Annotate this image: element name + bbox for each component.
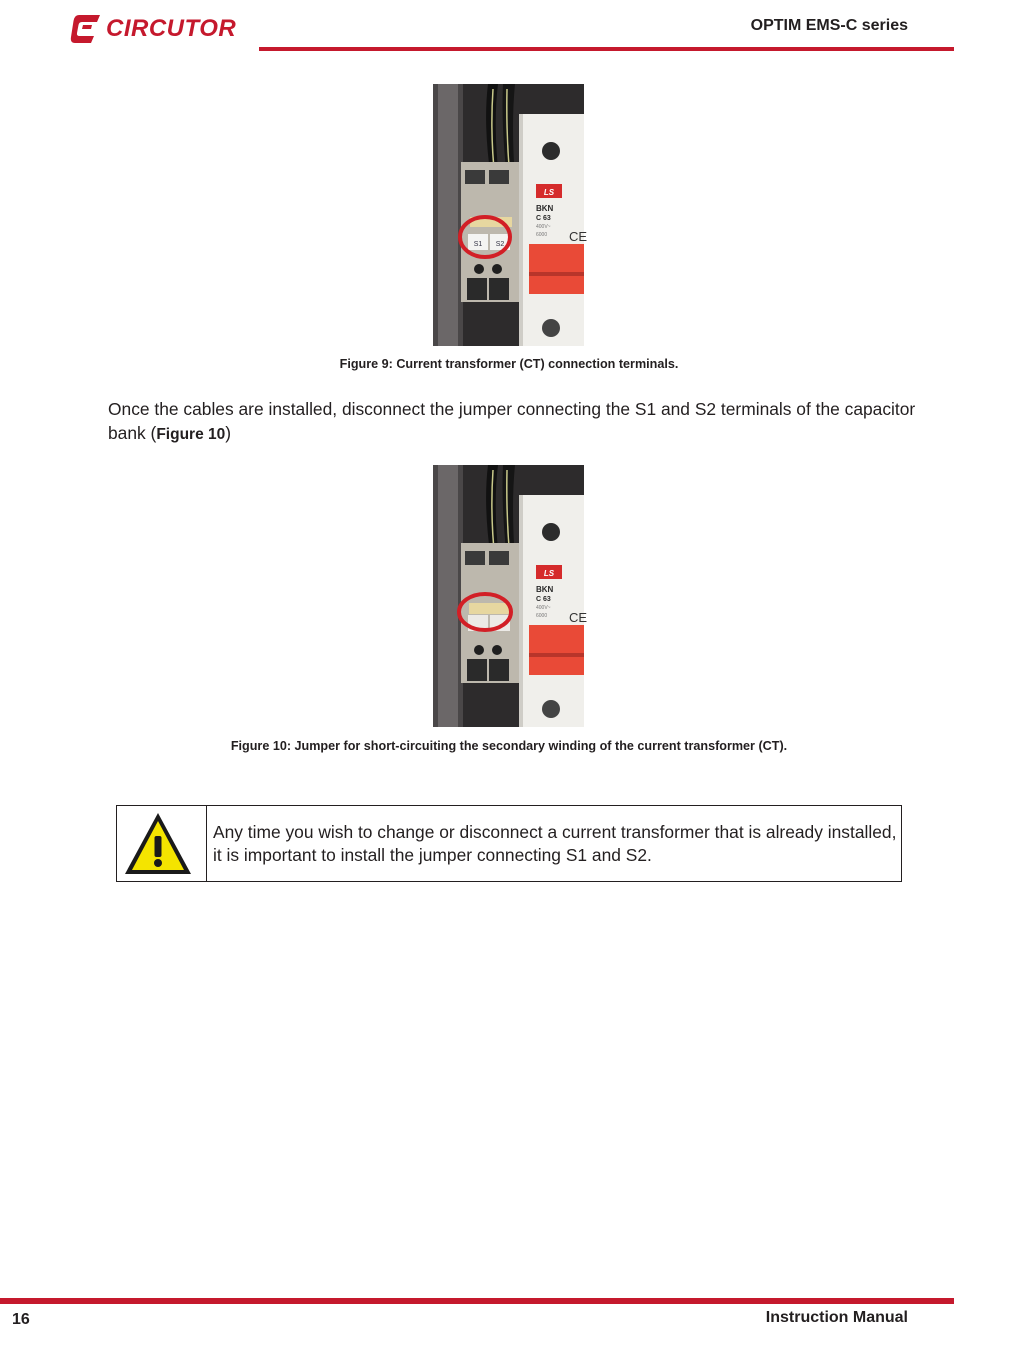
breaker-brand-label: LS: [543, 188, 555, 197]
footer-title: Instruction Manual: [765, 1309, 908, 1326]
terminal-s1-label: S1: [473, 241, 483, 248]
breaker-voltage-label: 400V~: [536, 605, 551, 611]
breaker-capacity-label: 6000: [536, 613, 548, 619]
breaker-model-label: BKN: [536, 204, 554, 213]
paragraph-close: ): [225, 422, 232, 443]
footer-rule: [0, 1298, 954, 1304]
circutor-logo-icon: [70, 12, 104, 46]
breaker-brand-label: LS: [543, 569, 555, 578]
paragraph-text: Once the cables are installed, disconnect the jumper connecting the S1 and S2 terminals of the capacitor bank (: [108, 399, 916, 443]
figure-9-caption: Figure 9: Current transformer (CT) connection terminals.: [339, 357, 679, 371]
breaker-model-label: BKN: [536, 585, 554, 594]
figure-10-caption: Figure 10: Jumper for short-circuiting the secondary winding of the current transformer (CT).: [230, 739, 788, 753]
terminal-s2-label: S2: [495, 241, 505, 248]
body-paragraph: [108, 398, 918, 446]
header-rule: [259, 47, 954, 51]
header-title: OPTIM EMS-C series: [750, 17, 908, 34]
circutor-logo: [70, 11, 250, 47]
figure-10-reference[interactable]: Figure 10: [156, 425, 226, 443]
warning-text: Any time you wish to change or disconnect a current transformer that is already installed, it is important to install the jumper connecting S1 and S2.: [213, 822, 897, 865]
warning-triangle-icon: [123, 811, 193, 877]
figure-9-photo: [433, 84, 588, 346]
logo-wordmark: CIRCUTOR: [106, 15, 237, 42]
figure-10-photo: [433, 465, 588, 727]
warning-box: [116, 805, 902, 882]
breaker-capacity-label: 6000: [536, 232, 548, 238]
breaker-rating-label: C 63: [536, 215, 551, 222]
svg-text:CE: CE: [569, 610, 588, 625]
svg-text:CE: CE: [569, 229, 588, 244]
warning-icon-cell: [117, 806, 207, 881]
page-number: 16: [12, 1311, 30, 1328]
breaker-voltage-label: 400V~: [536, 224, 551, 230]
breaker-rating-label: C 63: [536, 596, 551, 603]
